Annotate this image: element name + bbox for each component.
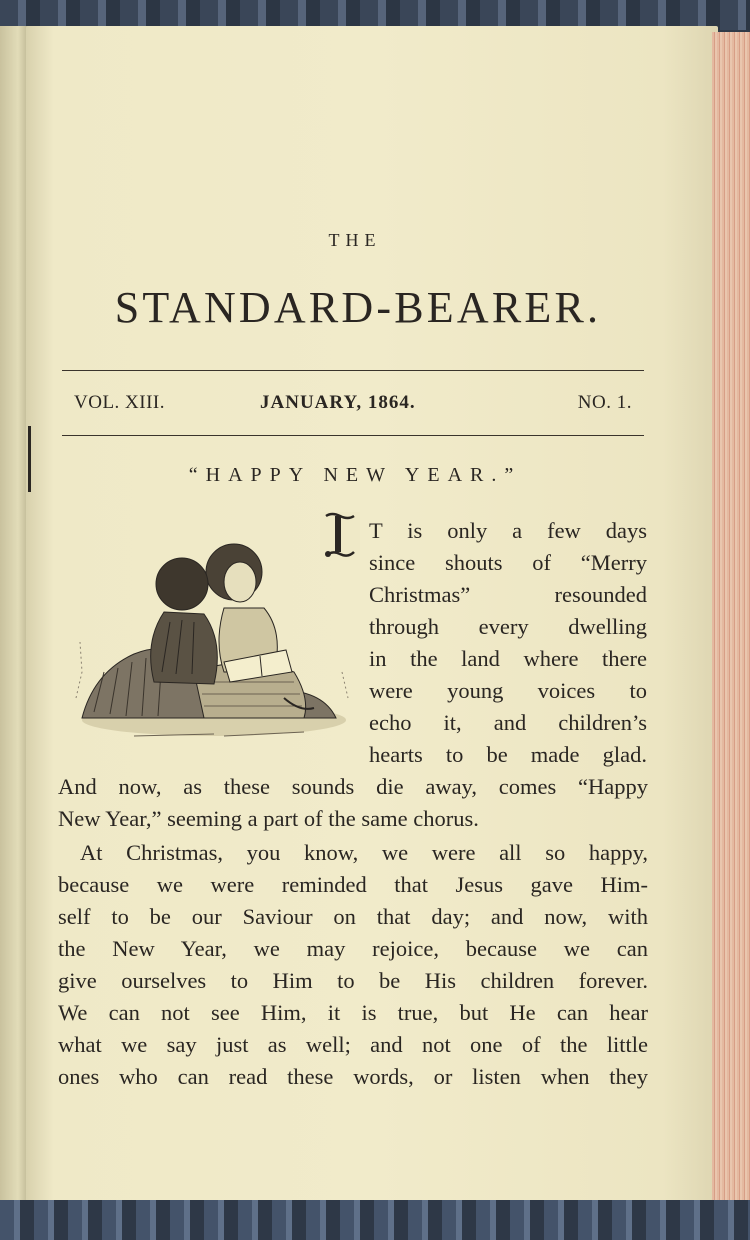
engraving-illustration-icon xyxy=(74,522,356,754)
issue-line xyxy=(74,392,632,418)
body-line: hearts to be made glad. xyxy=(369,742,647,767)
drop-cap-icon xyxy=(318,510,362,562)
issue-number: NO. 1. xyxy=(577,392,632,413)
masthead-rule-bottom xyxy=(62,435,644,436)
body-line: in the land where there xyxy=(369,646,647,671)
body-line: give ourselves to Him to be His children forever. xyxy=(58,968,648,993)
body-line: echo it, and children’s xyxy=(369,710,647,735)
issue-date: JANUARY, 1864. xyxy=(260,392,416,413)
page-block-edge xyxy=(712,32,750,1204)
body-line: self to be our Saviour on that day; and now, with xyxy=(58,904,648,929)
body-line: since shouts of “Merry xyxy=(369,550,647,575)
issue-volume: VOL. XIII. xyxy=(74,392,166,413)
body-line: because we were reminded that Jesus gave Him- xyxy=(58,872,648,897)
body-line: through every dwelling xyxy=(369,614,647,639)
body-line: T is only a few days xyxy=(369,518,647,543)
body-line: We can not see Him, it is true, but He can hear xyxy=(58,1000,648,1025)
masthead-rule-top xyxy=(62,370,644,371)
masthead-title: STANDARD-BEARER. xyxy=(114,283,602,332)
body-line: were young voices to xyxy=(369,678,647,703)
body-line: New Year,” seeming a part of the same chorus. xyxy=(58,806,479,831)
body-line: the New Year, we may rejoice, because we can xyxy=(58,936,648,961)
body-line: And now, as these sounds die away, comes “Happy xyxy=(58,774,648,799)
binding-bottom xyxy=(0,1200,750,1240)
body-line: At Christmas, you know, we were all so happy, xyxy=(80,840,648,865)
masthead-article: THE xyxy=(328,230,382,250)
body-line: Christmas” resounded xyxy=(369,582,647,607)
article-title: “HAPPY NEW YEAR.” xyxy=(188,464,522,486)
body-line: what we say just as well; and not one of the little xyxy=(58,1032,648,1057)
body-line: ones who can read these words, or listen when they xyxy=(58,1064,648,1089)
